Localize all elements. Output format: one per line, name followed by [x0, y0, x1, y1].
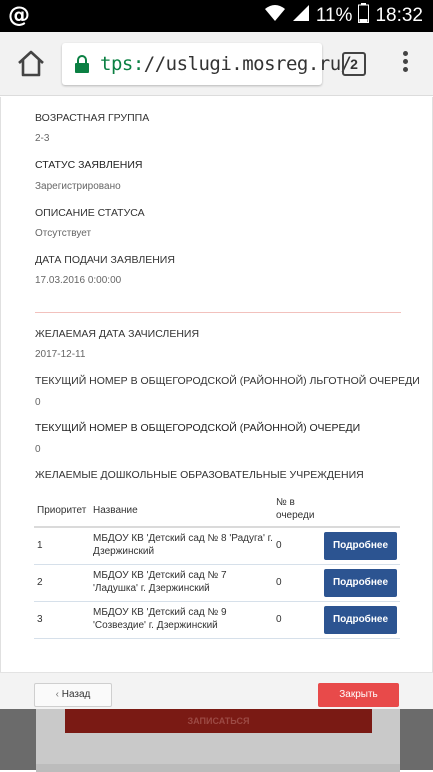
row-priority: 1 [37, 540, 43, 551]
table-row [34, 602, 400, 639]
url-scheme: tps: [100, 53, 144, 75]
queue-column-header-line2: очереди [276, 510, 315, 521]
submission-date-label: ДАТА ПОДАЧИ ЗАЯВЛЕНИЯ [35, 254, 175, 266]
back-button-label: Назад [61, 689, 91, 700]
table-header [34, 495, 400, 528]
status-description-label: ОПИСАНИЕ СТАТУСА [35, 207, 145, 219]
age-group-value: 2-3 [35, 133, 50, 144]
queue-number-value: 0 [35, 444, 41, 455]
battery-percent: 11% [315, 5, 353, 26]
priority-queue-number-label: ТЕКУЩИЙ НОМЕР В ОБЩЕГОРОДСКОЙ (РАЙОННОЙ) ЛЬГОТНОЙ ОЧЕРЕДИ [35, 375, 420, 387]
desired-enrollment-date-label: ЖЕЛАЕМАЯ ДАТА ЗАЧИСЛЕНИЯ [35, 328, 200, 340]
row-queue-number: 0 [276, 577, 282, 588]
chevron-left-icon: ‹ [55, 689, 59, 700]
table-row [34, 565, 400, 602]
status-label: СТАТУС ЗАЯВЛЕНИЯ [35, 159, 143, 171]
row-institution-name: МБДОУ КВ 'Детский сад № 8 'Радуга' г. Дзержинский [93, 533, 273, 557]
table-row [34, 528, 400, 565]
status-bar [0, 0, 433, 32]
url-host: //uslugi.mosreg.ru/ [143, 53, 352, 75]
priority-queue-number-value: 0 [35, 397, 41, 408]
details-button[interactable]: Подробнее [324, 569, 397, 597]
home-button[interactable] [14, 46, 48, 80]
wifi-icon [264, 4, 286, 29]
row-institution-name: МБДОУ КВ 'Детский сад № 9 'Созвездие' г. Дзержинский [93, 607, 227, 631]
status-icons [264, 4, 423, 28]
queue-column-header-line1: № в [276, 497, 295, 508]
age-group-label: ВОЗРАСТНАЯ ГРУППА [35, 112, 150, 124]
browser-toolbar [0, 32, 433, 96]
priority-column-header: Приоритет [37, 505, 87, 516]
submission-date-value: 17.03.2016 0:00:00 [35, 275, 122, 286]
at-sign-icon: @ [8, 3, 30, 28]
back-button[interactable] [34, 683, 112, 707]
row-priority: 3 [37, 614, 43, 625]
modal-body [0, 97, 433, 672]
queue-number-label: ТЕКУЩИЙ НОМЕР В ОБЩЕГОРОДСКОЙ (РАЙОННОЙ) ОЧЕРЕДИ [35, 422, 361, 434]
row-priority: 2 [37, 577, 43, 588]
background-card-2 [36, 764, 400, 772]
details-button[interactable]: Подробнее [324, 532, 397, 560]
row-queue-number: 0 [276, 540, 282, 551]
clock: 18:32 [375, 5, 423, 26]
menu-icon[interactable] [398, 48, 412, 80]
home-icon [14, 46, 48, 80]
desired-enrollment-date-value: 2017-12-11 [35, 349, 86, 360]
application-details-modal [0, 97, 433, 709]
battery-icon [358, 3, 369, 30]
status-value: Зарегистрировано [35, 181, 121, 192]
status-description-value: Отсутствует [35, 228, 92, 239]
lock-icon [74, 55, 90, 73]
tab-switcher-button[interactable]: 2 [342, 52, 366, 76]
modal-footer [0, 672, 433, 709]
details-button[interactable]: Подробнее [324, 606, 397, 634]
institutions-label: ЖЕЛАЕМЫЕ ДОШКОЛЬНЫЕ ОБРАЗОВАТЕЛЬНЫЕ УЧРЕЖДЕНИЯ [35, 469, 364, 481]
row-institution-name: МБДОУ КВ 'Детский сад № 7 'Ладушка' г. Дзержинский [93, 570, 227, 594]
name-column-header: Название [93, 505, 138, 516]
close-button[interactable]: Закрыть [318, 683, 399, 707]
background-enroll-button: ЗАПИСАТЬСЯ [65, 709, 372, 733]
row-queue-number: 0 [276, 614, 282, 625]
address-bar[interactable] [62, 43, 352, 85]
section-divider [35, 312, 401, 313]
signal-icon [292, 4, 310, 29]
url-text [100, 43, 352, 85]
